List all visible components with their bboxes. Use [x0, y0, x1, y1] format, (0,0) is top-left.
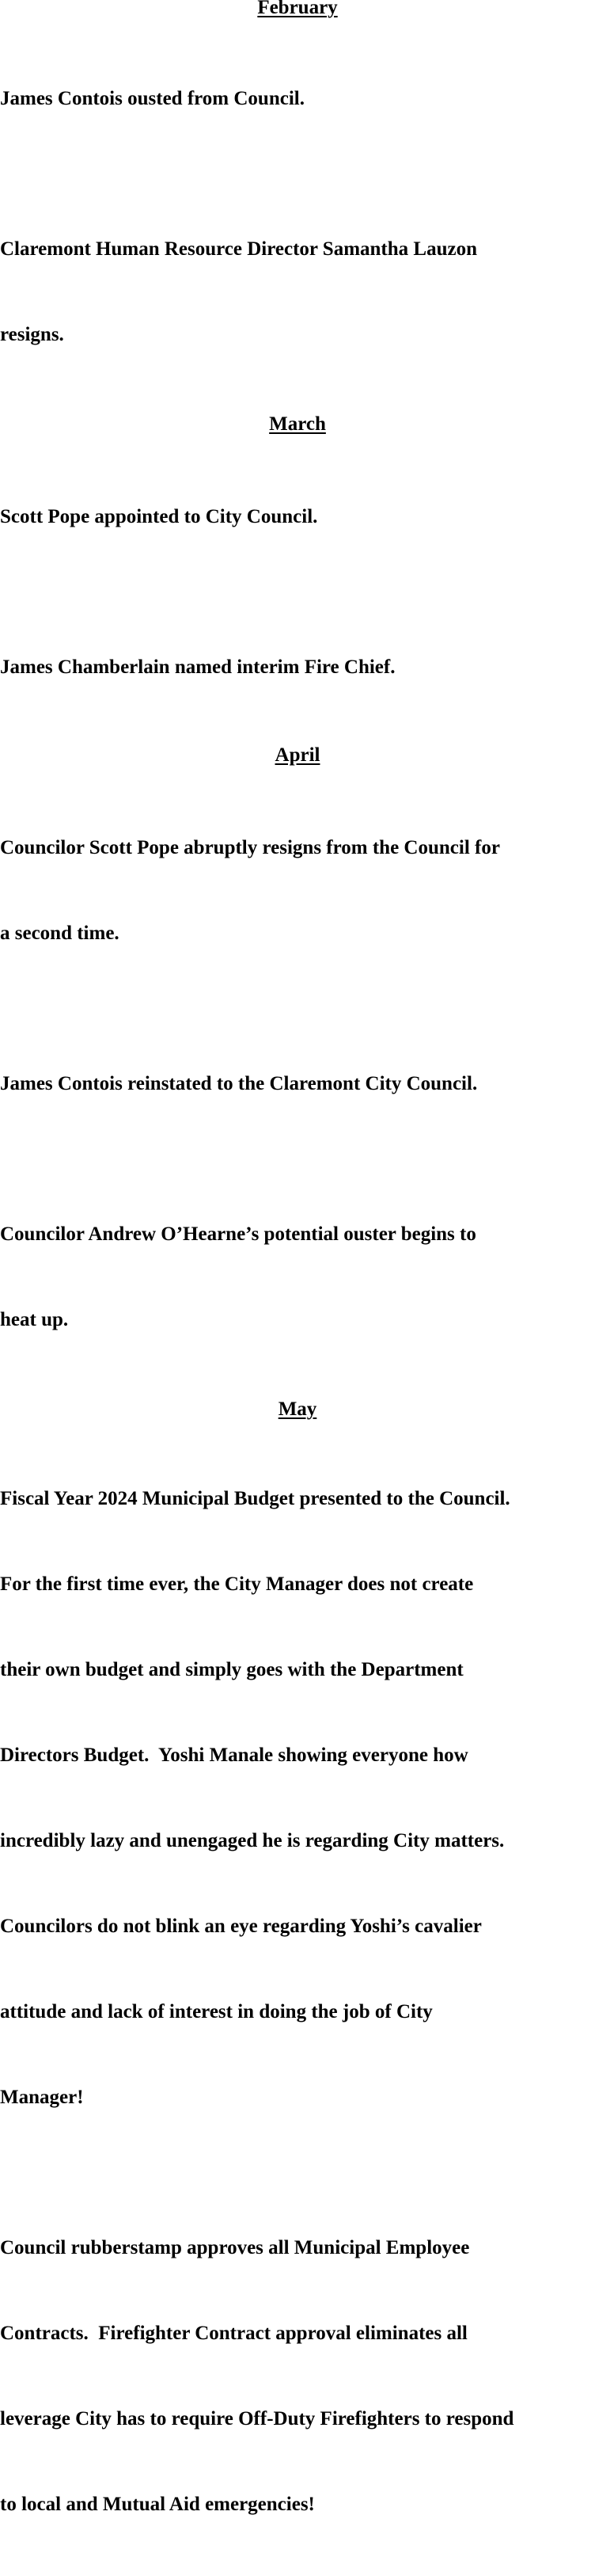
entry-may-2: Council rubberstamp approves all Municipal Employee Contracts. Firefighter Contract approval eliminates all leverage City has to require Off-Duty Firefighters to respond to local and Mutual Aid emergencies!	[0, 2237, 514, 2515]
entry-mar-1: Scott Pope appointed to City Council.	[0, 506, 318, 527]
entry-feb-2: Claremont Human Resource Director Samantha Lauzon resigns.	[0, 238, 477, 345]
entry-feb-1: James Contois ousted from Council.	[0, 88, 305, 109]
month-heading-may: May	[278, 1398, 317, 1420]
entry-apr-1: Councilor Scott Pope abruptly resigns from the Council for a second time.	[0, 837, 500, 944]
month-heading-february: February	[257, 0, 338, 18]
entry-mar-2: James Chamberlain named interim Fire Chief.	[0, 656, 396, 678]
month-heading-march: March	[269, 413, 326, 435]
entry-apr-2: James Contois reinstated to the Claremont City Council.	[0, 1073, 478, 1094]
month-heading-april: April	[275, 744, 320, 766]
entry-may-1: Fiscal Year 2024 Municipal Budget presented to the Council. For the first time ever, the City Manager does not create their own budget and simply goes with the Department Directors Budget. Yoshi Manale showing everyone how incredibly lazy and unengaged he is regarding City matters. Councilors do not blink an eye regarding Yoshi’s cavalier attitude and lack of interest in doing the job of City Manager!	[0, 1488, 510, 2108]
entry-apr-3: Councilor Andrew O’Hearne’s potential ouster begins to heat up.	[0, 1223, 476, 1330]
